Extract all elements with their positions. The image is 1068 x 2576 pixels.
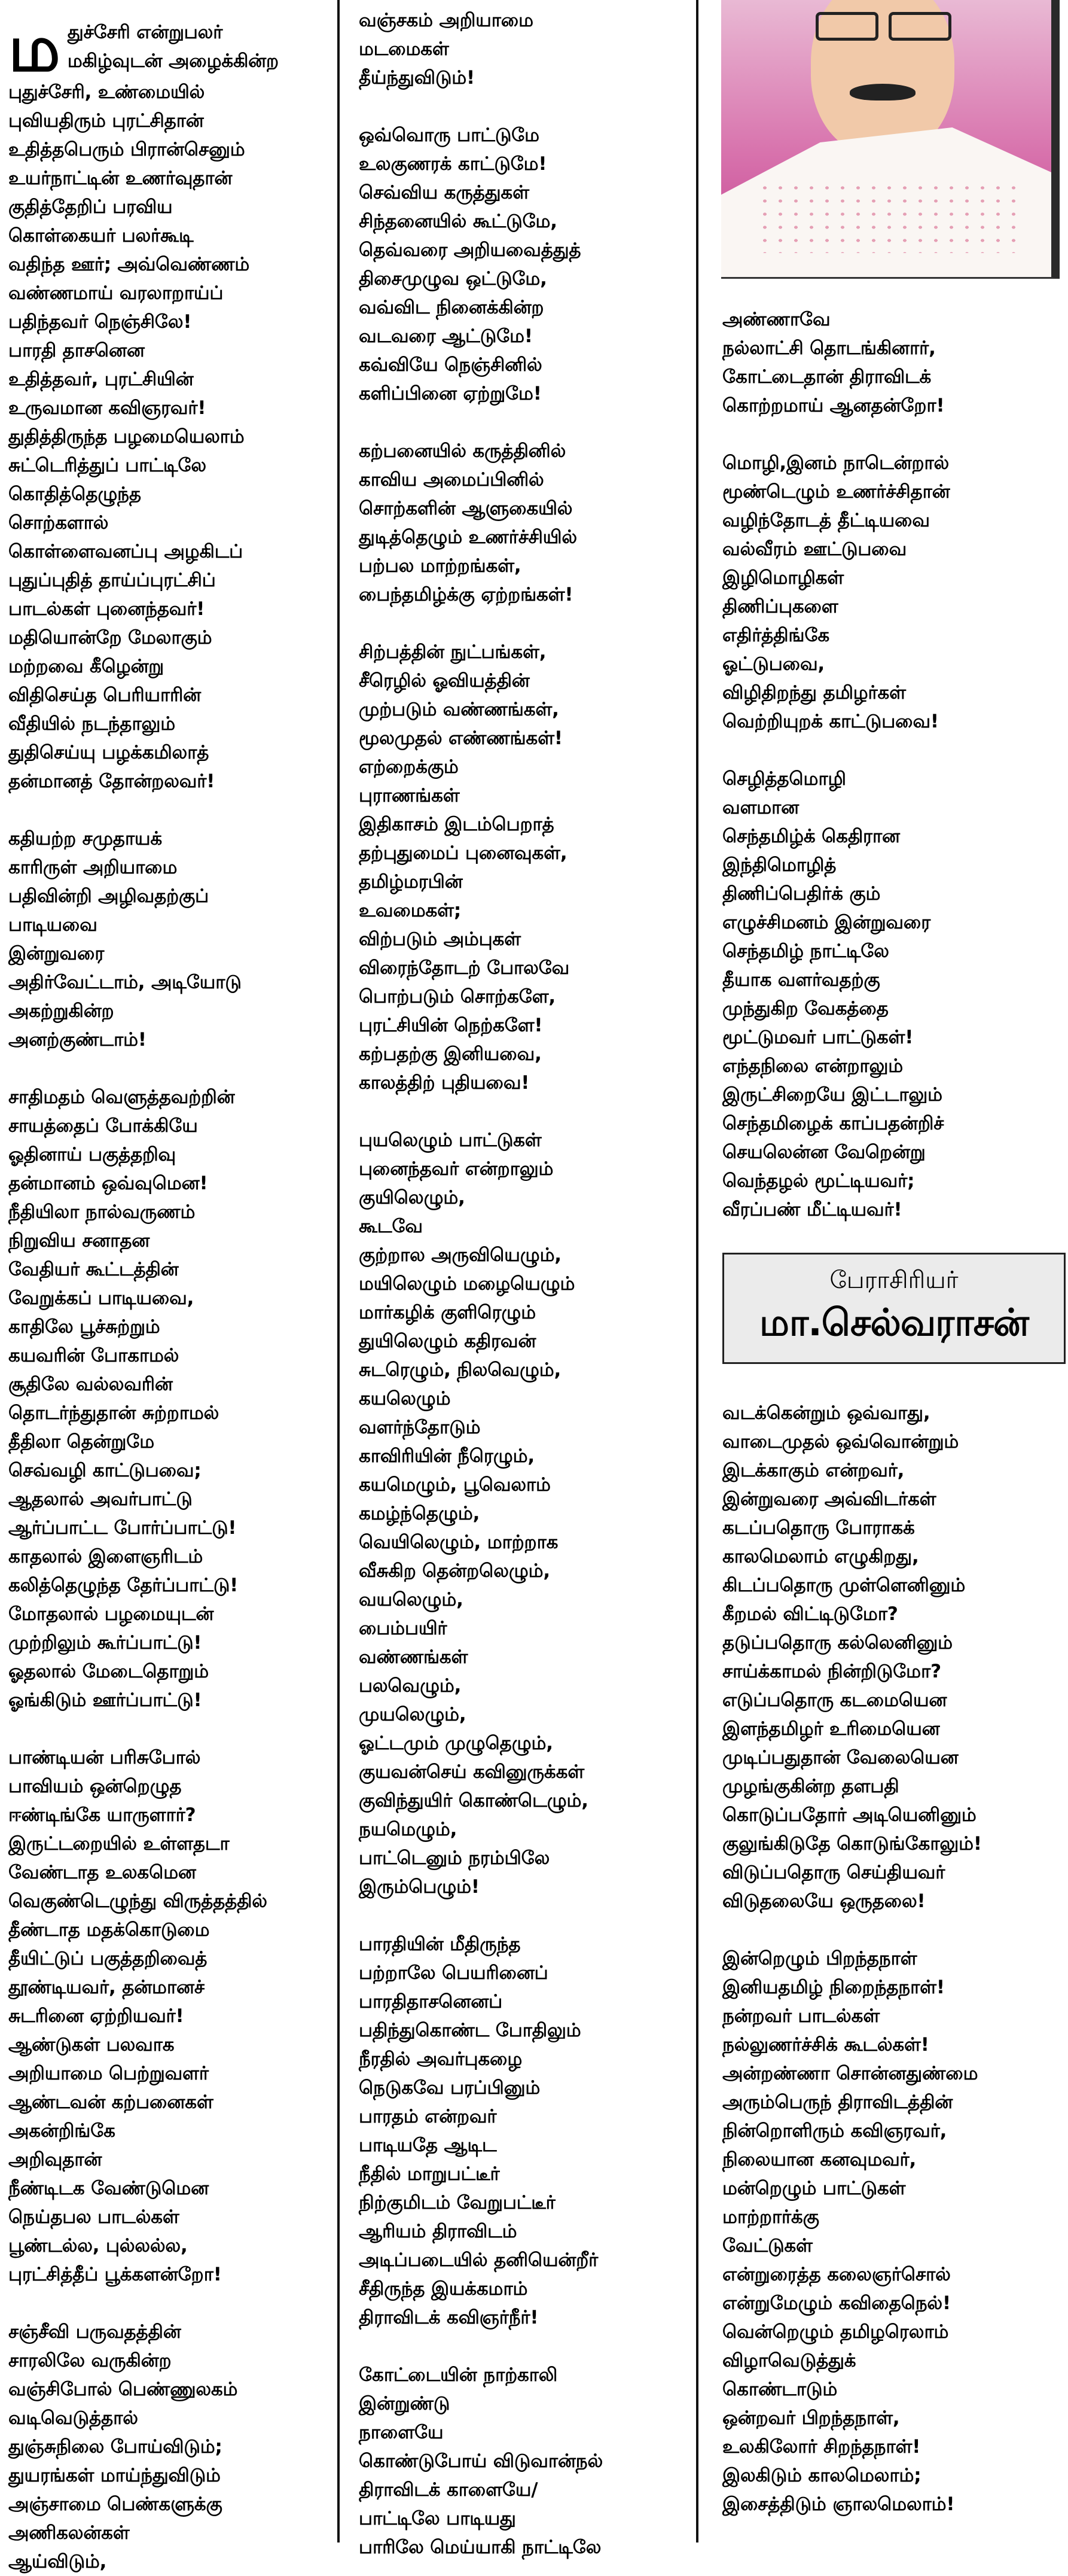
- poem-line: வயலெழும்,: [359, 1589, 463, 1610]
- poem-line: புதுப்புதித் தாய்ப்புரட்சிப்: [8, 570, 216, 591]
- poem-line: பாடியதே ஆடிட: [359, 2135, 497, 2156]
- poem-line: திராவிடக் காளையே/: [359, 2479, 538, 2501]
- poem-line: விழாவெடுத்துக்: [722, 2350, 856, 2371]
- stanza: [359, 437, 688, 609]
- poem-line: செழித்தமொழி: [722, 768, 846, 790]
- poem-line: திணிப்பெதிர்க் கும்: [722, 883, 881, 905]
- stanza: [359, 121, 688, 408]
- poem-line: நிற்குமிடம் வேறுபட்டீர்: [359, 2192, 556, 2213]
- poem-line: பாட்டிலே பாடியது: [359, 2508, 516, 2529]
- poem-line: செவ்விய கருத்துகள்: [359, 182, 529, 203]
- poem-line: இன்றுவரை அவ்விடர்கள்: [722, 1488, 936, 1510]
- poem-line: தீய்ந்துவிடும்!: [359, 67, 475, 89]
- poem-line: காவிரியின் நீரெழும்,: [359, 1445, 535, 1467]
- poem-line: உயர்நாட்டின் உணர்வுதான்: [8, 168, 233, 189]
- poem-line: நீரதில் அவர்புகழை: [359, 2048, 523, 2070]
- poem-line: கொள்கையர் பலர்கூடி: [8, 225, 194, 246]
- poem-line: கொதித்தெழுந்த: [8, 483, 141, 505]
- poem-line: கயவரின் போகாமல்: [8, 1345, 179, 1366]
- poem-line: குயவன்செய் கவினுருக்கள்: [359, 1761, 584, 1783]
- poem-line: புனைந்தவர் என்றாலும்: [359, 1158, 554, 1180]
- poem-line: துயரங்கள் மாய்ந்துவிடும்: [8, 2465, 221, 2486]
- poem-line: கொற்றமாய் ஆனதன்றோ!: [722, 395, 945, 416]
- column-three-bottom-stanzas: [722, 1399, 1068, 2519]
- poem-line: இழிமொழிகள்: [722, 567, 844, 589]
- poem-line: வல்வீரம் ஊட்டுபவை: [722, 538, 907, 560]
- stanza: [359, 6, 688, 92]
- poem-line: அனற்குண்டாம்!: [8, 1029, 147, 1051]
- poem-line: இடக்காகும் என்றவர்,: [722, 1460, 905, 1481]
- poem-line: சீரெழில் ஓவியத்தின்: [359, 670, 530, 692]
- poem-line: தடுப்பதொரு கல்லெனினும்: [722, 1632, 953, 1654]
- poem-line: செயலென்ன வேறென்று: [722, 1141, 926, 1163]
- poem-line: வெற்றியுறக் காட்டுபவை!: [722, 711, 939, 732]
- poem-line: காலத்திற் புதியவை!: [359, 1072, 530, 1094]
- column-two: [359, 0, 688, 2558]
- poem-line: விழிதிறந்து தமிழர்கள்: [722, 682, 906, 704]
- stanza: [8, 1083, 331, 1715]
- poem-line: கொள்ளைவனப்பு அழகிடப்: [8, 541, 243, 562]
- poem-line: சுட்டெரித்துப் பாட்டிலே: [8, 455, 206, 476]
- poem-line: சிற்பத்தின் நுட்பங்கள்,: [359, 641, 547, 663]
- poem-line: அகற்றுகின்ற: [8, 1000, 114, 1022]
- poem-line: திராவிடக் கவிஞர்நீர்!: [359, 2307, 539, 2328]
- photo-glasses: [811, 12, 954, 36]
- poem-line: புரட்சியின் நெற்களே!: [359, 1015, 543, 1036]
- poem-line: இரும்பெழும்!: [359, 1876, 480, 1898]
- poem-line: அன்றண்ணா சொன்னதுண்மை: [722, 2063, 978, 2084]
- poem-line: முற்படும் வண்ணங்கள்,: [359, 699, 559, 720]
- poem-line: கமழ்ந்தெழும்,: [359, 1503, 480, 1524]
- poem-line: பற்றாலே பெயரினைப்: [359, 1962, 548, 1984]
- poem-line: தமிழ்மரபின்: [359, 871, 463, 893]
- poem-line: உதித்தபெரும் பிரான்செனும்: [8, 139, 245, 160]
- poem-line: வெயிலெழும், மாற்றாக: [359, 1531, 559, 1553]
- poem-line: மயிலெழும் மழையெழும்: [359, 1273, 575, 1295]
- column-three-top-stanzas: [722, 305, 1068, 1224]
- poem-line: கலித்தெழுந்த தேர்ப்பாட்டு!: [8, 1575, 239, 1596]
- poem-line: காரிருள் அறியாமை: [8, 857, 178, 878]
- poem-line: பாட்டெனும் நரம்பிலே: [359, 1847, 550, 1869]
- poem-line: ஒவ்வொரு பாட்டுமே: [359, 124, 539, 146]
- poem-line: துயிலெழும் கதிரவன்: [359, 1330, 536, 1352]
- poem-line: கவ்வியே நெஞ்சினில்: [359, 354, 542, 376]
- stanza: [8, 824, 331, 1054]
- poem-line: தீயிட்டுப் பகுத்தறிவைத்: [8, 1948, 208, 1969]
- poem-line: பலவெழும்,: [359, 1675, 462, 1697]
- poem-line: பதிந்தவர் நெஞ்சிலே!: [8, 311, 192, 333]
- poem-line: பாரதிதாசனெனப்: [359, 1991, 502, 2012]
- poem-line: வேண்டாத உலகமென: [8, 1862, 196, 1883]
- poem-line: வளமான: [722, 797, 800, 818]
- poem-line: உவமைகள்;: [359, 900, 462, 921]
- column-one-stanzas: [8, 78, 331, 2576]
- poem-line: முயலெழும்,: [359, 1704, 466, 1725]
- poem-line: தன்மானம் ஒவ்வுமென!: [8, 1173, 208, 1194]
- poem-line: மோதலால் பழமையுடன்: [8, 1603, 214, 1625]
- poem-line: நின்றொளிரும் கவிஞரவர்,: [722, 2120, 947, 2142]
- stanza: [722, 1944, 1068, 2519]
- poem-line: அறியாமை பெற்றுவளர்: [8, 2063, 209, 2084]
- poem-line: கொண்டுபோய் விடுவான்நல்: [359, 2450, 603, 2472]
- poem-line: தொடர்ந்துதான் சுற்றாமல்: [8, 1402, 219, 1424]
- poem-line: குலுங்கிடுதே கொடுங்கோலும்!: [722, 1833, 982, 1855]
- poem-line: இந்திமொழித்: [722, 854, 837, 876]
- poem-line: இருட்சிறையே இட்டாலும்: [722, 1084, 942, 1106]
- poem-line: கடப்பதொரு போராகக்: [722, 1517, 915, 1539]
- poem-line: வேறுக்கப் பாடியவை,: [8, 1287, 194, 1309]
- poem-line: சூதிலே வல்லவரின்: [8, 1374, 173, 1395]
- photo-shirt-pattern: [757, 181, 1020, 253]
- poem-line: ஆதலால் அவர்பாட்டு: [8, 1488, 193, 1510]
- poem-line: மார்கழிக் குளிரெழும்: [359, 1302, 536, 1323]
- poem-line: துச்சேரி என்றுபலர்: [67, 22, 223, 43]
- poem-line: புதுச்சேரி, உண்மையில்: [8, 81, 205, 103]
- poem-line: கற்பனையில் கருத்தினில்: [359, 440, 566, 462]
- poem-line: கீறமல் விட்டிடுமோ?: [722, 1603, 898, 1625]
- poem-line: பற்பல மாற்றங்கள்,: [359, 555, 521, 577]
- poem-line: நிறுவிய சனாதன: [8, 1230, 150, 1252]
- poem-line: கோட்டையின் நாற்காலி: [359, 2364, 558, 2386]
- column-one: [8, 0, 331, 2572]
- poem-line: பதிவின்றி அழிவதற்குப்: [8, 885, 209, 907]
- poem-line: பாரதியின் மீதிருந்த: [359, 1933, 521, 1955]
- author-photo: [721, 0, 1060, 279]
- poem-line: எந்தநிலை என்றாலும்: [722, 1055, 904, 1077]
- poem-line: மூலமுதல் எண்ணங்கள்!: [359, 727, 563, 749]
- poem-line: உருவமான கவிஞரவர்!: [8, 397, 206, 419]
- poem-line: மடமைகள்: [359, 38, 449, 60]
- poem-line: இன்றுண்டு: [359, 2393, 450, 2414]
- stanza: [8, 2318, 331, 2576]
- poem-line: சுடரினை ஏற்றியவர்!: [8, 2005, 184, 2027]
- poem-line: ஓட்டுபவை,: [722, 653, 825, 675]
- poem-line: நீண்டிடக வேண்டுமென: [8, 2178, 209, 2199]
- poem-line: பாடியவை: [8, 914, 97, 936]
- poem-line: புராணங்கள்: [359, 785, 460, 806]
- poem-line: வீரப்பண் மீட்டியவர்!: [722, 1199, 902, 1220]
- poem-line: அஞ்சாமை பெண்களுக்கு: [8, 2493, 222, 2515]
- poem-line: விற்படும் அம்புகள்: [359, 928, 521, 950]
- poem-line: கிடப்பதொரு முள்ளெனினும்: [722, 1575, 966, 1596]
- poem-line: ஆய்விடும்,: [8, 2551, 107, 2572]
- poem-line: துடித்தெழும் உணர்ச்சியில்: [359, 526, 577, 548]
- poem-line: அண்ணாவே: [722, 309, 831, 330]
- poem-line: சொற்களின் ஆளுகையில்: [359, 498, 573, 519]
- poem-line: நன்றவர் பாடல்கள்: [722, 2005, 880, 2027]
- poem-line: ஆண்டுகள் பலவாக: [8, 2034, 175, 2056]
- poem-line: முடிப்பதுதான் வேலையென: [722, 1747, 959, 1768]
- poem-line: எடுப்பதொரு கடமையென: [722, 1689, 947, 1711]
- poem-line: வண்ணமாய் வரலாறாய்ப்: [8, 282, 224, 304]
- poem-line: விடுப்பதொரு செய்தியவர்: [722, 1862, 945, 1883]
- poem-line: துஞ்சுநிலை போய்விடும்;: [8, 2436, 222, 2458]
- poem-line: இன்றெழும் பிறந்தநாள்: [722, 1948, 917, 1969]
- poem-line: நாளையே: [359, 2422, 444, 2443]
- poem-line: பதிந்துகொண்ட போதிலும்: [359, 2020, 581, 2041]
- poem-line: மற்றவை கீழென்று: [8, 656, 164, 677]
- poem-line: சாய்க்காமல் நின்றிடுமோ?: [722, 1661, 941, 1682]
- poem-line: வழிந்தோடத் தீட்டியவை: [722, 510, 930, 531]
- poem-line: காதிலே பூச்சுற்றும்: [8, 1316, 160, 1338]
- column-rule-right: [696, 0, 698, 2542]
- poem-line: முற்றிலும் கூர்ப்பாட்டு!: [8, 1632, 202, 1654]
- poem-line: பைம்பயிர்: [359, 1618, 447, 1639]
- poem-line: தெவ்வரை அறியவைத்துத்: [359, 239, 581, 261]
- poem-line: இளந்தமிழர் உரிமையென: [722, 1718, 940, 1740]
- poem-line: மதியொன்றே மேலாகும்: [8, 627, 212, 648]
- poem-line: புரட்சித்தீப் பூக்களன்றோ!: [8, 2264, 222, 2285]
- poem-line: சஞ்சீவி பருவதத்தின்: [8, 2321, 181, 2343]
- poem-line: வடிவெடுத்தால்: [8, 2407, 138, 2429]
- poem-line: நெய்தபல பாடல்கள்: [8, 2206, 179, 2228]
- poem-line: சிந்தனையில் கூட்டுமே,: [359, 211, 557, 232]
- poem-line: எதிர்த்திங்கே: [722, 625, 829, 646]
- poem-line: விடுதலையே ஒருதலை!: [722, 1890, 926, 1912]
- poem-line: ஓங்கிடும் ஊர்ப்பாட்டு!: [8, 1689, 202, 1711]
- poem-line: இனியதமிழ் நிறைந்தநாள்!: [722, 1977, 945, 1998]
- poem-line: வீசுகிற தென்றலெழும்,: [359, 1560, 550, 1582]
- poem-line: பாரதம் என்றவர்: [359, 2106, 497, 2127]
- poem-line: பாவியம் ஒன்றெழுத: [8, 1776, 182, 1797]
- poem-line: சாரலிலே வருகின்ற: [8, 2350, 172, 2371]
- poem-line: வேட்டுகள்: [722, 2235, 813, 2257]
- poem-line: இருட்டறையில் உள்ளதடா: [8, 1833, 230, 1855]
- poem-line: மன்றெழும் பாட்டுகள்: [722, 2178, 906, 2199]
- poem-line: பாடல்கள் புனைந்தவர்!: [8, 598, 205, 620]
- poem-line: எழுச்சிமனம் இன்றுவரை: [722, 912, 931, 933]
- poem-line: பைந்தமிழ்க்கு ஏற்றங்கள்!: [359, 584, 573, 605]
- poem-line: மகிழ்வுடன் அழைக்கின்ற: [67, 50, 279, 72]
- poem-line: இசைத்திடும் ஞாலமெலாம்!: [722, 2493, 955, 2515]
- stanza: [722, 1399, 1068, 1916]
- poem-line: வடவரை ஆட்டுமே!: [359, 325, 533, 347]
- poem-line: ஆர்ப்பாட்ட போர்ப்பாட்டு!: [8, 1517, 237, 1539]
- stanza: [359, 2361, 688, 2562]
- poem-line: சீதிருந்த இயக்கமாம்: [359, 2278, 528, 2300]
- poem-line: தீதிலா தென்றுமே: [8, 1431, 154, 1453]
- poem-line: பாரதி தாசனென: [8, 340, 145, 361]
- poem-line: வதிந்த ஊர்; அவ்வெண்ணம்: [8, 254, 250, 275]
- poem-line: இன்றுவரை: [8, 943, 105, 964]
- poem-line: கூடவே: [359, 1216, 423, 1237]
- poem-line: நீதியிலா நால்வருணம்: [8, 1201, 196, 1223]
- poem-line: புவியதிரும் புரட்சிதான்: [8, 110, 204, 132]
- poem-line: அதிர்வேட்டாம், அடியோடு: [8, 972, 242, 993]
- poem-line: ஓதினாய் பகுத்தறிவு: [8, 1144, 176, 1165]
- poem-line: குற்றால அருவியெழும்,: [359, 1244, 562, 1266]
- poem-line: அடிப்படையில் தனியென்றீர்: [359, 2249, 599, 2271]
- poem-line: அணிகலன்கள்: [8, 2522, 130, 2544]
- stanza: [359, 1930, 688, 2332]
- poem-line: இதிகாசம் இடம்பெறாத்: [359, 814, 554, 835]
- poem-line: துதித்திருந்த பழமையெலாம்: [8, 426, 245, 447]
- poem-line: வீதியில் நடந்தாலும்: [8, 713, 175, 735]
- column-three: [718, 0, 1068, 2542]
- poem-line: வெந்தழல் மூட்டியவர்;: [722, 1170, 915, 1192]
- stanza: [8, 1743, 331, 2289]
- opening-paragraph: [8, 0, 331, 86]
- poem-line: தூண்டியவர், தன்மானச்: [8, 1977, 205, 1998]
- poem-line: பொற்படும் சொற்களே,: [359, 986, 556, 1007]
- poem-line: பூண்டல்ல, புல்லல்ல,: [8, 2235, 188, 2257]
- poem-line: ஆண்டவன் கற்பனைகள்: [8, 2091, 213, 2113]
- poem-line: செவ்வழி காட்டுபவை;: [8, 1460, 202, 1481]
- stanza: [722, 449, 1068, 736]
- poem-line: நல்லாட்சி தொடங்கினார்,: [722, 337, 936, 359]
- poem-line: கோட்டைதான் திராவிடக்: [722, 366, 932, 388]
- poem-line: உலகிலோர் சிறந்தநாள்!: [722, 2436, 921, 2458]
- poem-line: பாண்டியன் பரிசுபோல்: [8, 1747, 201, 1768]
- poem-line: சுடரெழும், நிலவெழும்,: [359, 1359, 562, 1381]
- column-rule-left: [337, 0, 340, 2542]
- poem-line: உலகுணரக் காட்டுமே!: [359, 153, 547, 175]
- poem-line: களிப்பினை ஏற்றுமே!: [359, 383, 542, 404]
- poem-line: நீதில் மாறுபட்டீர்: [359, 2163, 500, 2185]
- poem-line: காலமெலாம் எழுகிறது,: [722, 1546, 919, 1567]
- author-name: மா.செல்வராசன்: [759, 1301, 1029, 1344]
- poem-line: சாயத்தைப் போக்கியே: [8, 1115, 198, 1137]
- poem-line: அரும்பெருந் திராவிடத்தின்: [722, 2091, 953, 2113]
- poem-line: நல்லுணர்ச்சிக் கூடல்கள்!: [722, 2034, 929, 2056]
- poem-line: உதித்தவர், புரட்சியின்: [8, 369, 194, 390]
- poem-line: கதியற்ற சமுதாயக்: [8, 828, 162, 849]
- column-two-stanzas: [359, 0, 688, 2562]
- poem-line: விதிசெய்த பெரியாரின்: [8, 684, 201, 706]
- poem-line: வாடைமுதல் ஒவ்வொன்றும்: [722, 1431, 959, 1453]
- poem-line: என்றுரைத்த கலைஞர்சொல்: [722, 2264, 951, 2285]
- poem-line: பாரிலே மெய்யாகி நாட்டிலே: [359, 2537, 602, 2558]
- stanza: [359, 1126, 688, 1901]
- stanza: [722, 765, 1068, 1224]
- poem-line: தீயாக வளர்வதற்கு: [722, 969, 880, 991]
- poem-line: வஞ்சகம் அறியாமை: [359, 10, 533, 31]
- poem-line: சொற்களால்: [8, 512, 109, 534]
- poem-line: குதித்தேறிப் பரவிய: [8, 196, 173, 218]
- poem-line: சாதிமதம் வெளுத்தவற்றின்: [8, 1086, 235, 1108]
- poem-line: என்றுமேழும் கவிதைநெல்!: [722, 2292, 951, 2314]
- poem-line: முந்துகிற வேகத்தை: [722, 998, 889, 1019]
- poem-line: புயலெழும் பாட்டுகள்: [359, 1129, 542, 1151]
- poem-line: இலகிடும் காலமெலாம்;: [722, 2465, 921, 2486]
- opening-lines: [68, 18, 279, 75]
- poem-line: நெடுகவே பரப்பினும்: [359, 2077, 541, 2099]
- poem-line: தன்மானத் தோன்றலவர்!: [8, 771, 215, 792]
- poem-line: கயலெழும்: [359, 1388, 451, 1409]
- poem-line: செந்தமிழ்க் கெதிரான: [722, 826, 900, 847]
- poem-line: மூண்டெழும் உணர்ச்சிதான்: [722, 481, 950, 503]
- poem-line: காவிய அமைப்பினில்: [359, 469, 544, 491]
- poem-line: திசைமுழுவ ஒட்டுமே,: [359, 268, 547, 290]
- poem-line: ஈண்டிங்கே யாருளார்?: [8, 1804, 196, 1826]
- poem-line: கொண்டாடும்: [722, 2379, 838, 2400]
- poem-line: செந்தமிழ் நாட்டிலே: [722, 940, 889, 962]
- poem-line: செந்தமிழைக் காப்பதன்றிச்: [722, 1113, 944, 1134]
- poem-line: வேதியர் கூட்டத்தின்: [8, 1259, 179, 1280]
- poem-line: ஓட்டமும் முழுதெழும்,: [359, 1732, 553, 1754]
- poem-line: மூட்டுமவர் பாட்டுகள்!: [722, 1027, 914, 1048]
- poem-line: குயிலெழும்,: [359, 1187, 465, 1208]
- poem-line: தீண்டாத மதக்கொடுமை: [8, 1919, 210, 1941]
- poem-line: நயமெழும்,: [359, 1819, 457, 1840]
- poem-line: வண்ணங்கள்: [359, 1646, 468, 1668]
- poem-line: வவ்விட நினைக்கின்ற: [359, 297, 544, 318]
- stanza: [359, 638, 688, 1097]
- stanza: [8, 78, 331, 796]
- poem-line: எற்றைக்கும்: [359, 756, 459, 778]
- poem-line: காதலால் இளைஞரிடம்: [8, 1546, 203, 1567]
- author-byline-box: [722, 1253, 1066, 1364]
- poem-line: அறிவுதான்: [8, 2149, 102, 2170]
- poem-line: வடக்கென்றும் ஒவ்வாது,: [722, 1402, 930, 1424]
- author-role: பேராசிரியர்: [829, 1266, 959, 1294]
- poem-line: நிலையான கனவுமவர்,: [722, 2149, 917, 2170]
- poem-line: ஆரியம் திராவிடம்: [359, 2221, 517, 2242]
- poem-line: வெகுண்டெழுந்து விருத்தத்தில்: [8, 1890, 267, 1912]
- poem-line: மாற்றார்க்கு: [722, 2206, 819, 2228]
- poem-line: ஒன்றவர் பிறந்தநாள்,: [722, 2407, 900, 2429]
- poem-line: விரைந்தோடற் போலவே: [359, 957, 570, 979]
- poem-line: திணிப்புகளை: [722, 596, 838, 617]
- drop-cap: ம: [8, 11, 60, 86]
- poem-line: கயமெழும், பூவெலாம்: [359, 1474, 551, 1496]
- poem-line: ஓதலால் மேடைதொறும்: [8, 1661, 209, 1682]
- poem-line: கற்பதற்கு இனியவை,: [359, 1043, 542, 1065]
- poem-line: கொடுப்பதோர் அடியெனினும்: [722, 1804, 977, 1826]
- poem-line: அகன்றிங்கே: [8, 2120, 115, 2142]
- poem-line: மொழி,இனம் நாடென்றால்: [722, 452, 950, 474]
- stanza: [722, 305, 1068, 420]
- photo-moustache: [850, 84, 916, 101]
- poem-line: வஞ்சிபோல் பெண்ணுலகம்: [8, 2379, 238, 2400]
- poem-line: தற்புதுமைப் புனைவுகள்,: [359, 842, 567, 864]
- poem-line: துதிசெய்யு பழக்கமிலாத்: [8, 742, 209, 763]
- poem-line: முழங்குகின்ற தளபதி: [722, 1776, 899, 1797]
- poem-line: வளர்ந்தோடும்: [359, 1417, 481, 1438]
- poem-line: குவிந்துயிர் கொண்டெழும்,: [359, 1790, 588, 1811]
- poem-line: வென்றெழும் தமிழரெலாம்: [722, 2321, 949, 2343]
